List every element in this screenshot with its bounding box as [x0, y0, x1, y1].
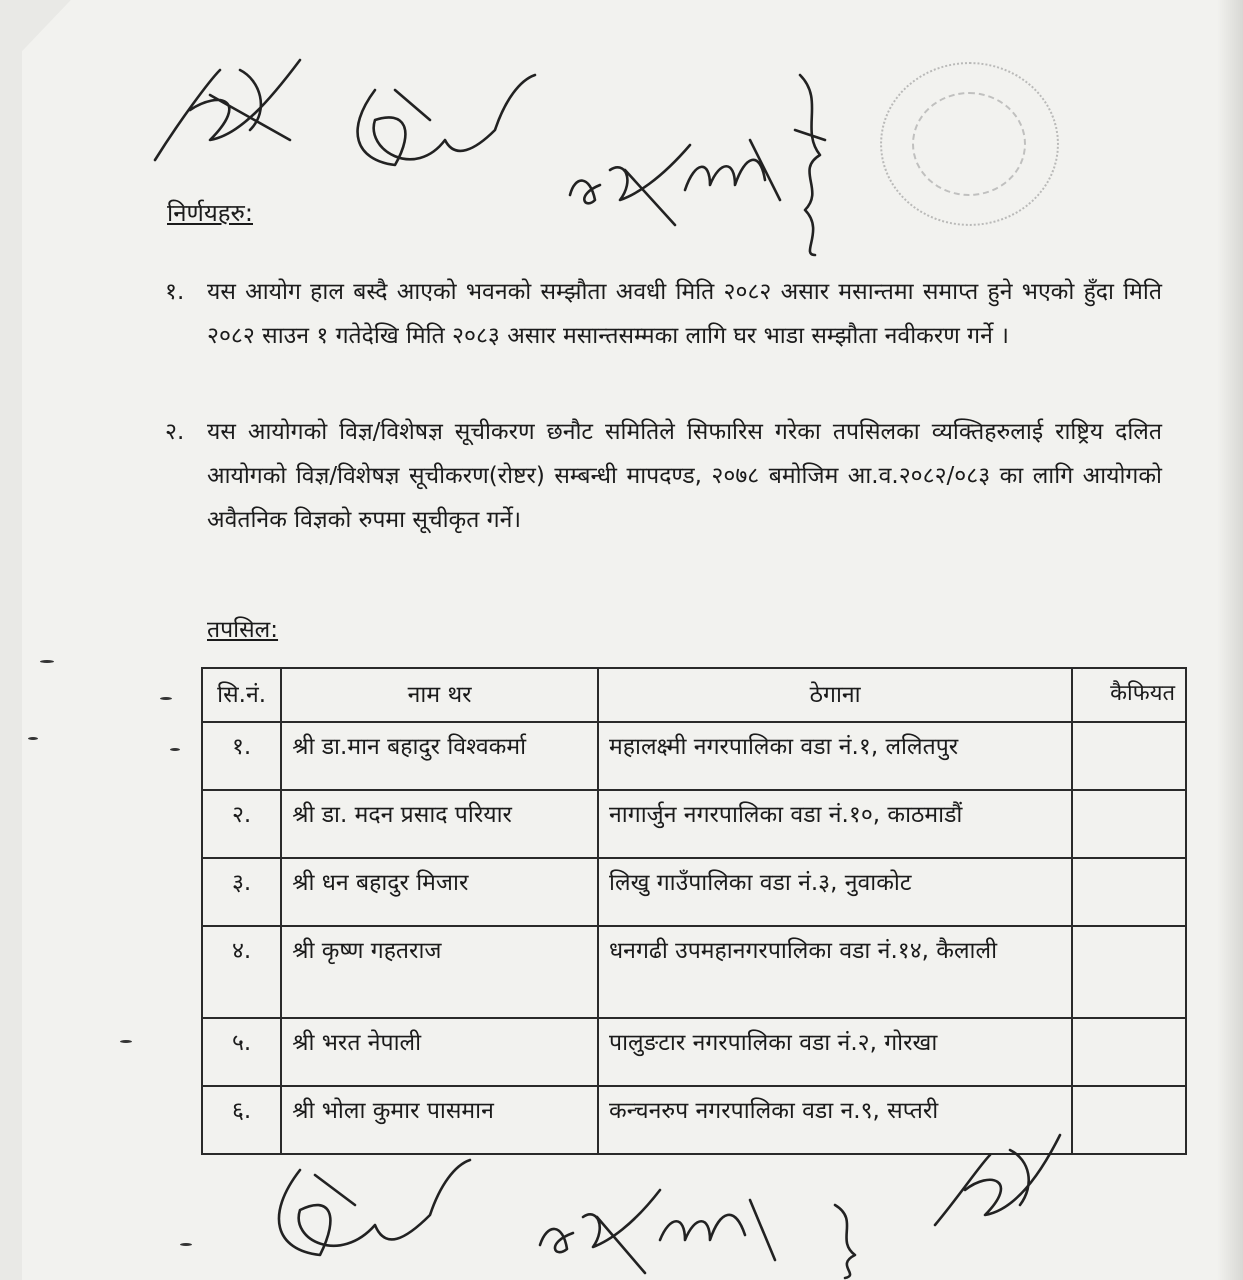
cell-name: श्री भोला कुमार पासमान [281, 1086, 598, 1154]
signature-top-5 [780, 70, 840, 260]
cell-address: कन्चनरुप नगरपालिका वडा न.९, सप्तरी [598, 1086, 1072, 1154]
cell-serial: ३. [202, 858, 281, 926]
decision-1-number: १. [165, 279, 185, 305]
table-header-row [202, 668, 1186, 722]
table-row [202, 790, 1186, 858]
signature-bottom-4 [820, 1200, 870, 1280]
table-row [202, 858, 1186, 926]
cell-remarks [1072, 926, 1186, 1018]
paper-mark [40, 660, 54, 663]
decision-1-text: यस आयोग हाल बस्दै आएको भवनको सम्झौता अवधी मिति २०८२ असार मसान्तमा समाप्त हुने भएको हुँदा मिति २०८२ साउन १ गतेदेखि मिति २०८३ असार मसान्तसम्मका लागि घर भाडा सम्झौता नवीकरण गर्ने । [207, 279, 1162, 349]
page-edge-shadow [1217, 0, 1243, 1280]
header-address: ठेगाना [598, 668, 1072, 722]
cell-name: श्री कृष्ण गहतराज [281, 926, 598, 1018]
cell-address: नागार्जुन नगरपालिका वडा नं.१०, काठमाडौं [598, 790, 1072, 858]
paper-mark [120, 1040, 132, 1043]
cell-name: श्री डा.मान बहादुर विश्वकर्मा [281, 722, 598, 790]
paper-mark [28, 737, 38, 740]
cell-name: श्री डा. मदन प्रसाद परियार [281, 790, 598, 858]
cell-address: पालुङटार नगरपालिका वडा नं.२, गोरखा [598, 1018, 1072, 1086]
cell-name: श्री भरत नेपाली [281, 1018, 598, 1086]
signature-top-2 [335, 70, 555, 190]
cell-serial: २. [202, 790, 281, 858]
cell-address: महालक्ष्मी नगरपालिका वडा नं.१, ललितपुर [598, 722, 1072, 790]
tapsil-label: तपसिल: [207, 617, 279, 643]
header-name: नाम थर [281, 668, 598, 722]
roster-table [201, 667, 1187, 1155]
signature-top-4 [680, 120, 790, 210]
cell-serial: ६. [202, 1086, 281, 1154]
cell-remarks [1072, 1086, 1186, 1154]
signature-top-3 [565, 140, 695, 230]
cell-remarks [1072, 858, 1186, 926]
header-serial: सि.नं. [202, 668, 281, 722]
signature-bottom-5 [930, 1125, 1070, 1235]
decision-2-text: यस आयोगको विज्ञ/विशेषज्ञ सूचीकरण छनौट समितिले सिफारिस गरेका तपसिलका व्यक्तिहरुलाई राष्ट्रिय दलित आयोगको विज्ञ/विशेषज्ञ सूचीकरण(रोष्टर) सम्बन्धी मापदण्ड, २०७८ बमोजिम आ.व.२०८२/०८३ का लागि आयोगको अवैतनिक विज्ञको रुपमा सूचीकृत गर्ने। [207, 419, 1162, 533]
decision-2 [165, 410, 1162, 542]
table-row [202, 1018, 1186, 1086]
cell-name: श्री धन बहादुर मिजार [281, 858, 598, 926]
decision-1 [165, 270, 1162, 358]
decision-2-number: २. [165, 419, 185, 445]
signature-bottom-1 [255, 1155, 485, 1270]
table-row [202, 722, 1186, 790]
cell-remarks [1072, 1018, 1186, 1086]
signature-bottom-2 [535, 1185, 665, 1275]
paper-mark [170, 748, 180, 751]
paper-mark [160, 697, 172, 700]
signature-top-1 [150, 40, 320, 170]
cell-remarks [1072, 722, 1186, 790]
office-seal-stamp [880, 62, 1059, 226]
decisions-heading: निर्णयहरु: [167, 199, 253, 227]
paper-mark [180, 1243, 192, 1246]
cell-address: लिखु गाउँपालिका वडा नं.३, नुवाकोट [598, 858, 1072, 926]
cell-serial: ५. [202, 1018, 281, 1086]
cell-serial: १. [202, 722, 281, 790]
cell-serial: ४. [202, 926, 281, 1018]
cell-address: धनगढी उपमहानगरपालिका वडा नं.१४, कैलाली [598, 926, 1072, 1018]
table-row [202, 926, 1186, 1018]
cell-remarks [1072, 790, 1186, 858]
header-remarks: कैफियत [1072, 668, 1186, 722]
signature-bottom-3 [655, 1185, 785, 1265]
